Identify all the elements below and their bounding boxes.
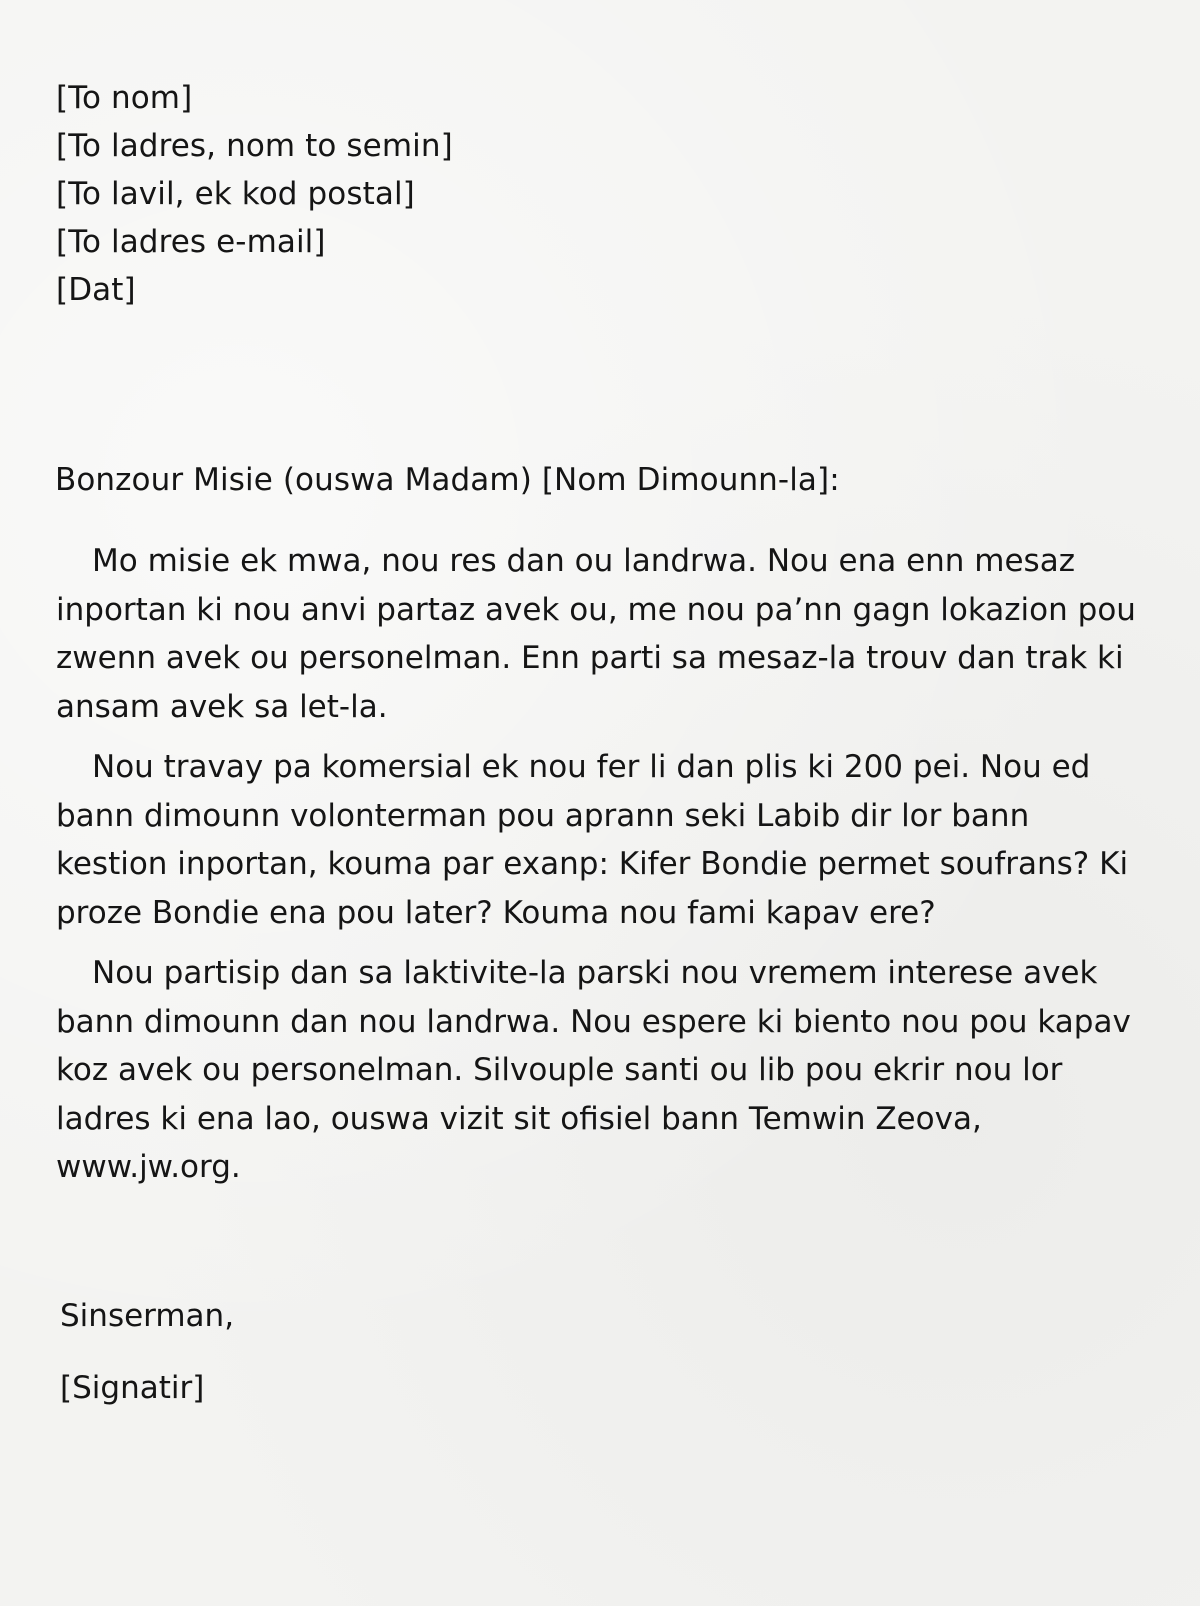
body-paragraph-3: Nou partisip dan sa laktivite-la parski nou vremem interese avek bann dimounn dan nou landrwa. Nou espere ki biento nou pou kapav koz avek ou personelman. Silvouple santi ou lib pou ekrir nou lor ladres ki ena lao, ouswa vizit sit ofisiel bann Temwin Zeova, www.jw.org. xyxy=(56,955,1131,1185)
sender-email: [To ladres e-mail] xyxy=(56,224,326,260)
sender-city: [To lavil, ek kod postal] xyxy=(56,176,415,212)
body-paragraph-1: Mo misie ek mwa, nou res dan ou landrwa. Nou ena enn mesaz inportan ki nou anvi partaz avek ou, me nou pa’nn gagn lokazion pou zwenn avek ou personelman. Enn parti sa mesaz-la trouv dan trak ki ansam avek sa let-la. xyxy=(56,543,1136,725)
letter-date: [Dat] xyxy=(56,272,136,308)
sender-name: [To nom] xyxy=(56,80,193,116)
salutation: Bonzour Misie (ouswa Madam) [Nom Dimounn-la]: xyxy=(55,462,840,498)
valediction: Sinserman, xyxy=(60,1298,235,1334)
signature-placeholder: [Signatir] xyxy=(60,1370,205,1406)
sender-street: [To ladres, nom to semin] xyxy=(56,128,453,164)
body-paragraph-2: Nou travay pa komersial ek nou fer li dan plis ki 200 pei. Nou ed bann dimounn volonterman pou aprann seki Labib dir lor bann kestion inportan, kouma par exanp: Kifer Bondie permet soufrans? Ki proze Bondie ena pou later? Kouma nou fami kapav ere? xyxy=(56,749,1129,931)
